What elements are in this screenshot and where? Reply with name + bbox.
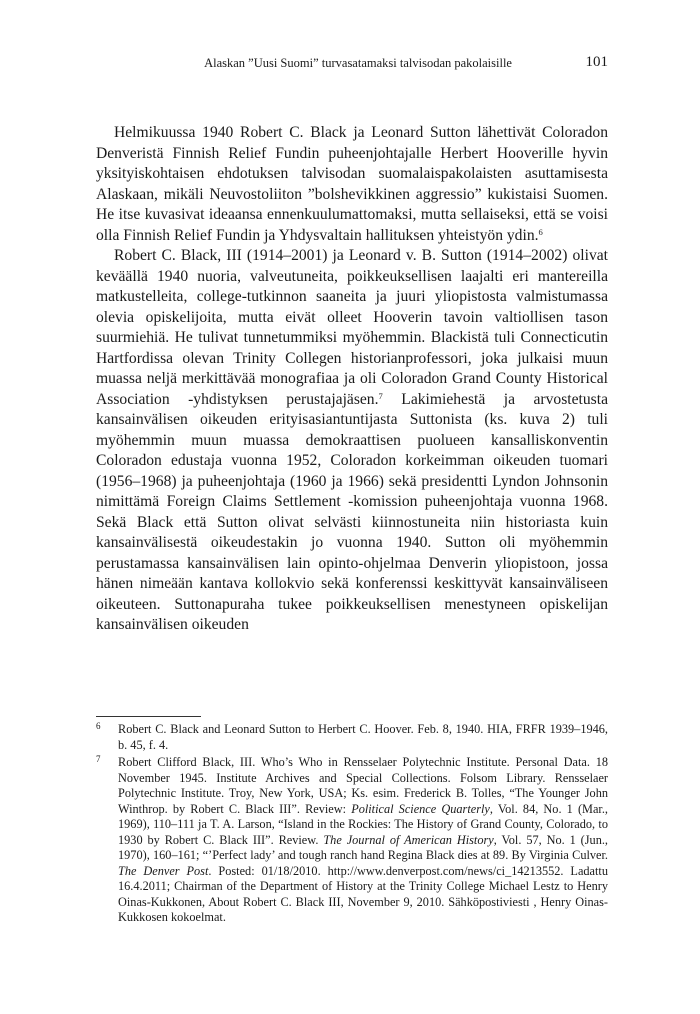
footnote-text-c: , Vol. 57, No. 1 (Jun., 1970), 160–161; “’Perfect lady’ and tough ranch hand Regina Black dies at 89. By Virginia Culver.	[118, 832, 608, 862]
footnote-text-b: , Vol. 84, No. 1 (Mar., 1969), 110–111 ja T. A. Larson, “Island in the Rockies: The History of Grand County, Colorado, to 1930 by Robert C. Black III”. Review.	[118, 801, 608, 847]
footnote-6	[96, 722, 608, 753]
paragraph-2-text-b: Lakimiehestä ja arvostetusta kansainvälisen oikeuden erityisasiantuntijasta Suttonista (ks. kuva 2) tuli myöhemmin muun muassa demokraattisen puolueen kansalliskonventin Coloradon edustaja vuonna 1952, Coloradon korkeimman oikeuden tuomari (1956–1968) ja puheenjohtaja (1960 ja 1966) sekä presidentti Lyndon Johnsonin nimittämä Foreign Claims Settlement -komission puheenjohtaja vuonna 1968. Sekä Black että Sutton olivat selvästi kiinnostuneita niin historiasta kuin kansainvälisestä oikeudestakin jo vuonna 1940. Sutton oli myöhemmin perustamassa kansainvälisen lain opinto-ohjelmaa Denverin yliopistoon, jossa hänen nimeään kantava kollokvio sekä konferenssi keskittyvät kansainväliseen oikeuteen. Suttonapuraha tukee poikkeuksellisen menestyneen opiskelijan kansainvälisen oikeuden	[96, 390, 608, 633]
journal-title: Political Science Quarterly	[351, 801, 490, 816]
main-text	[96, 123, 608, 636]
paragraph-1	[96, 123, 608, 246]
footnote-text: Robert C. Black and Leonard Sutton to Herbert C. Hoover. Feb. 8, 1940. HIA, FRFR 1939–1946, b. 45, f. 4.	[118, 722, 608, 752]
footnote-text-d: . Posted: 01/18/2010. http://www.denverpost.com/news/ci_14213552. Ladattu 16.4.2011; Chairman of the Department of History at the Trinity College Michael Lestz to Henry Oinas-Kukkonen, About Robert C. Black III, November 9, 2010. Sähköpostiviesti , Henry Oinas-Kukkosen kokoelmat.	[118, 863, 608, 924]
footnote-7	[96, 755, 608, 926]
newspaper-title: The Denver Post	[118, 863, 209, 878]
footnote-marker: 6	[96, 721, 101, 731]
paragraph-2-text-a: Robert C. Black, III (1914–2001) ja Leonard v. B. Sutton (1914–2002) olivat keväällä 1940 nuoria, valveutuneita, poikkeuksellisen laajalti eri mantereilla matkustelleita, college-tutkinnon saaneita ja juuri yliopistosta valmistumassa olevia opiskelijoita, mutta eivät olleet Hooverin tavoin valtiollisen tason suurmiehiä. He tulivat tunnetummiksi myöhemmin. Blackistä tuli Connecticutin Hartfordissa olevan Trinity Collegen historianprofessori, joka julkaisi muun muassa neljä merkittävää monografiaa ja oli Coloradon Grand County Historical Association -yhdistyksen perustajajäsen.	[96, 247, 608, 408]
footnote-text-a: Robert Clifford Black, III. Who’s Who in Rensselaer Polytechnic Institute. Personal Data. 18 November 1945. Institute Archives and Special Collections. Folsom Library. Rensselaer Polytechnic Institute. Troy, New York, USA; Ks. esim. Frederick B. Tolles, “The Younger John Winthrop. by Robert C. Black III”. Review:	[118, 755, 608, 816]
footnote-marker: 7	[96, 754, 101, 764]
page-number: 101	[585, 54, 608, 70]
footnote-ref-7[interactable]: 7	[378, 390, 383, 401]
page-header	[96, 54, 608, 74]
footnote-separator	[96, 716, 201, 717]
journal-title: The Journal of American History	[323, 832, 494, 847]
footnotes	[96, 722, 608, 928]
footnote-ref-6[interactable]: 6	[538, 226, 543, 237]
paragraph-2	[96, 246, 608, 636]
running-title: Alaskan ”Uusi Suomi” turvasatamaksi talvisodan pakolaisille	[204, 56, 512, 70]
paragraph-1-text: Helmikuussa 1940 Robert C. Black ja Leonard Sutton lähettivät Coloradon Denveristä Finnish Relief Fundin puheenjohtajalle Herbert Hooverille hyvin yksityiskohtaisen ehdotuksen talvisodan suomalaispakolaisten asuttamisesta Alaskaan, mikäli Neuvostoliiton ”bolshevikkinen aggressio” kukistaisi Suomen. He itse kuvasivat ideaansa ennenkuulumattomaksi, mutta sellaiseksi, että se voisi olla Finnish Relief Fundin ja Yhdysvaltain hallituksen yhteistyön ydin.	[96, 124, 608, 244]
